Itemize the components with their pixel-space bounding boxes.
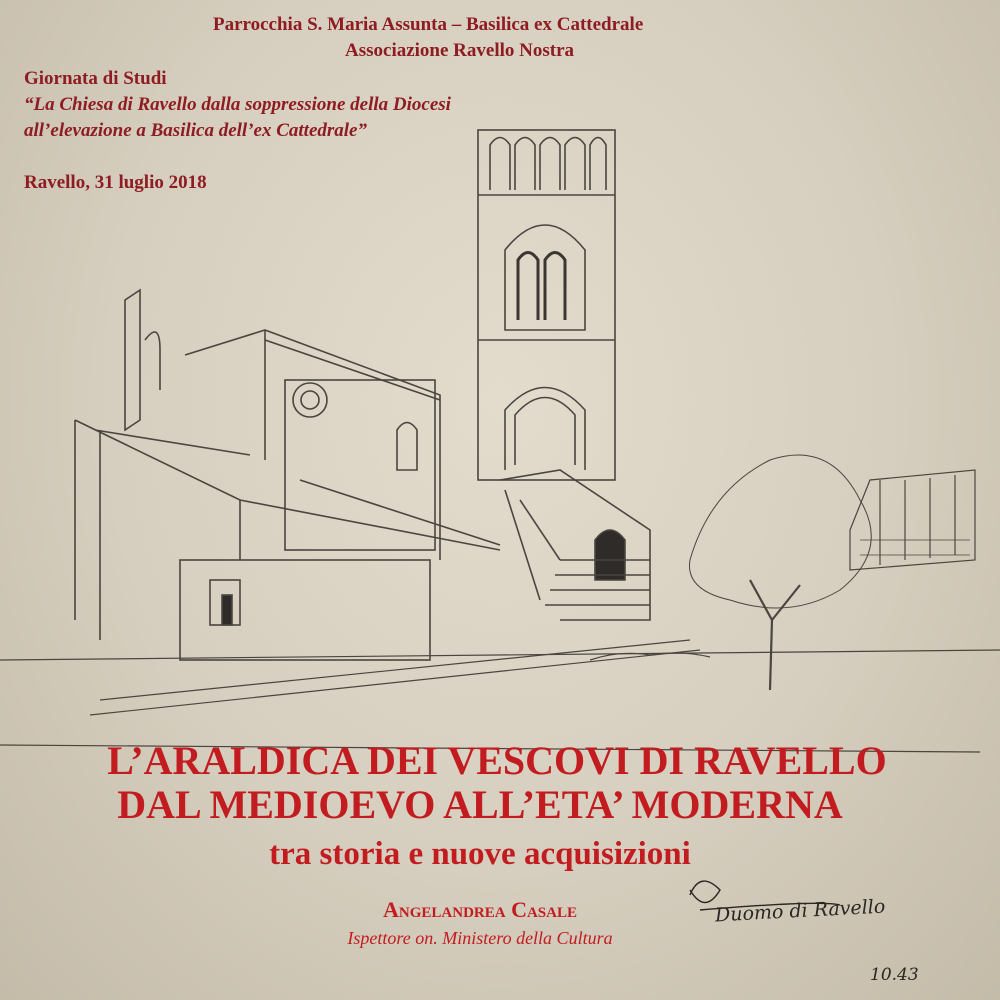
talk-title-line-2: DAL MEDIOEVO ALL’ETA’ MODERNA: [117, 782, 843, 827]
event-title-line-1: “La Chiesa di Ravello dalla soppressione della Diocesi: [24, 94, 451, 115]
talk-title-line-1: L’ARALDICA DEI VESCOVI DI RAVELLO: [107, 738, 887, 783]
organizer-parish: Parrocchia S. Maria Assunta – Basilica ex Cattedrale: [213, 14, 644, 35]
ground-lines: [0, 640, 1000, 752]
bell-tower: [478, 130, 615, 480]
drawing-caption: Duomo di Ravello: [714, 895, 886, 927]
event-title-line-2: all’elevazione a Basilica dell’ex Cattedrale”: [24, 120, 367, 141]
organizer-association: Associazione Ravello Nostra: [345, 40, 575, 61]
speaker-role: Ispettore on. Ministero della Cultura: [347, 928, 613, 948]
tree: [690, 455, 872, 690]
event-place-date: Ravello, 31 luglio 2018: [24, 172, 207, 193]
stairs: [500, 470, 650, 620]
speaker-name: Angelandrea Casale: [383, 897, 577, 922]
talk-subtitle: tra storia e nuove acquisizioni: [269, 836, 691, 872]
drawing-number: 10.43: [870, 965, 919, 985]
event-type: Giornata di Studi: [24, 68, 167, 89]
church: [75, 290, 500, 660]
